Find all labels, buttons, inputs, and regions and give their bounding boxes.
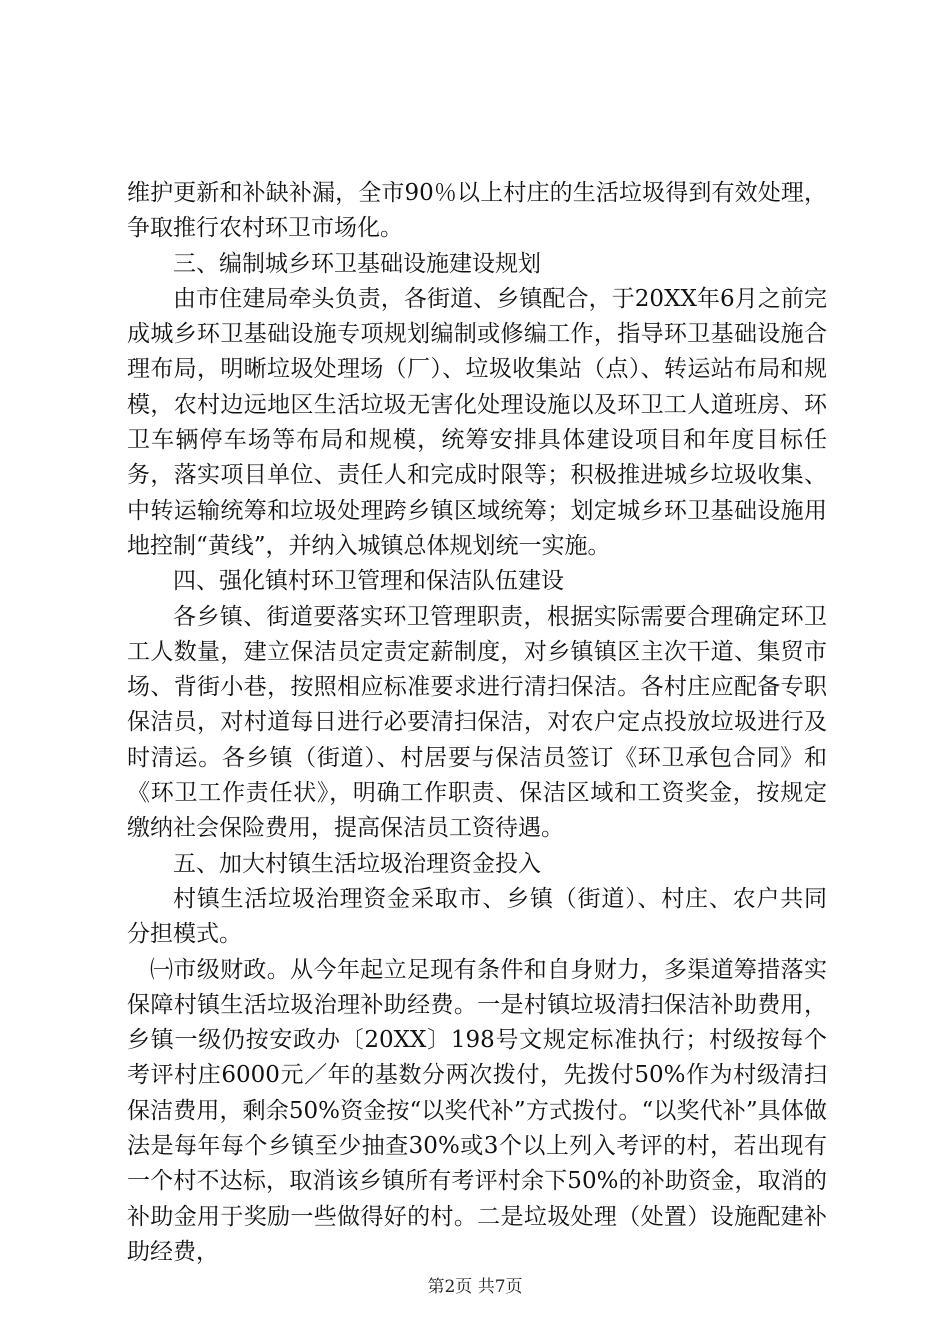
paragraph-municipal-finance: ㈠市级财政。从今年起立足现有条件和自身财力，多渠道筹措落实保障村镇生活垃圾治理补助经费。一是村镇垃圾清扫保洁补助费用，乡镇一级仍按安政办〔20XX〕198号文规定标准执行；村级按每个考评村庄6000元／年的基数分两次拨付，先拨付50%作为村级清扫保洁费用，剩余50%资金按“以奖代补”方式拨付。“以奖代补”具体做法是每年每个乡镇至少抽查30%或3个以上列入考评的村，若出现有一个村不达标，取消该乡镇所有考评村余下50%的补助资金，取消的补助金用于奖励一些做得好的村。二是垃圾处理（处置）设施配建补助经费，: [127, 956, 827, 1265]
paragraph-continuation: 维护更新和补缺补漏，全市90％以上村庄的生活垃圾得到有效处理，争取推行农村环卫市场化。: [127, 180, 827, 242]
section-heading-3: 三、编制城乡环卫基础设施建设规划: [173, 250, 541, 277]
paragraph-planning: 由市住建局牵头负责，各街道、乡镇配合，于20XX年6月之前完成城乡环卫基础设施专项规划编制或修编工作，指导环卫基础设施合理布局，明晰垃圾处理场（厂）、垃圾收集站（点）、转运站布局和规模，农村边远地区生活垃圾无害化处理设施以及环卫工人道班房、环卫车辆停车场等布局和规模，统筹安排具体建设项目和年度目标任务，落实项目单位、责任人和完成时限等；积极推进城乡垃圾收集、中转运输统筹和垃圾处理跨乡镇区域统筹；划定城乡环卫基础设施用地控制“黄线”，并纳入城镇总体规划统一实施。: [127, 285, 827, 559]
page-number: 第2页 共7页: [427, 1277, 523, 1297]
section-heading-5: 五、加大村镇生活垃圾治理资金投入: [173, 850, 541, 877]
paragraph-management: 各乡镇、街道要落实环卫管理职责，根据实际需要合理确定环卫工人数量，建立保洁员定责定薪制度，对乡镇镇区主次干道、集贸市场、背街小巷，按照相应标准要求进行清扫保洁。各村庄应配备专职保洁员，对村道每日进行必要清扫保洁，对农户定点投放垃圾进行及时清运。各乡镇（街道）、村居要与保洁员签订《环卫承包合同》和《环卫工作责任状》，明确工作职责、保洁区域和工资奖金，按规定缴纳社会保险费用，提高保洁员工资待遇。: [127, 603, 827, 842]
section-heading-4: 四、强化镇村环卫管理和保洁队伍建设: [173, 568, 564, 595]
paragraph-funding: 村镇生活垃圾治理资金采取市、乡镇（街道）、村庄、农户共同分担模式。: [127, 885, 827, 948]
document-body: [127, 176, 827, 1270]
